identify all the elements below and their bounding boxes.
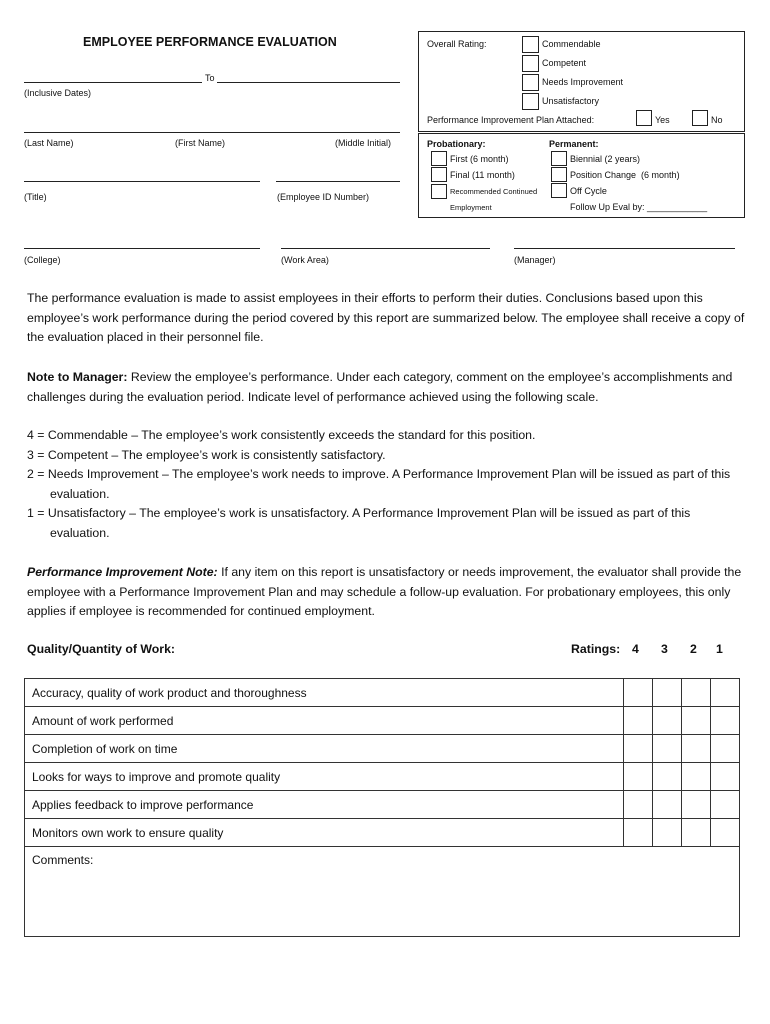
unsatisfactory-checkbox[interactable] (522, 93, 539, 110)
criterion-label: Completion of work on time (25, 735, 624, 763)
work-area-label: (Work Area) (281, 255, 329, 265)
table-row (25, 735, 740, 763)
table-row (25, 819, 740, 847)
probationary-final-checkbox[interactable] (431, 167, 447, 182)
biennial-label: Biennial (2 years) (570, 154, 641, 164)
last-name-label: (Last Name) (24, 138, 74, 148)
follow-up-eval-field[interactable]: Follow Up Eval by: ____________ (570, 202, 708, 212)
employee-id-field[interactable] (276, 181, 400, 182)
biennial-checkbox[interactable] (551, 151, 567, 166)
off-cycle-label: Off Cycle (570, 186, 607, 196)
rating-cell-2[interactable] (682, 763, 711, 791)
position-change-label: Position Change (6 month) (570, 170, 680, 180)
recommended-employment-label: Employment (450, 203, 492, 212)
end-date-field[interactable] (217, 82, 400, 83)
note-to-manager-text: Review the employee’s performance. Under each category, comment on the employee’s accomplishments and challenges during the evaluation period. Indicate level of performance achieved using the following scale. (27, 370, 733, 404)
pip-note-text: If any item on this report is unsatisfactory or needs improvement, the evaluator shall provide the employee with a Performance Improvement Plan and may schedule a follow-up evaluation. For probationary employees, this only applies if employee is recommended for continued employment. (27, 565, 742, 618)
scale-competent: 3 = Competent – The employee’s work is consistently satisfactory. (27, 447, 386, 462)
college-label: (College) (24, 255, 61, 265)
off-cycle-checkbox[interactable] (551, 183, 567, 198)
rating-header-2: 2 (690, 642, 697, 656)
rating-header-3: 3 (661, 642, 668, 656)
pip-no-label: No (711, 115, 723, 125)
title-label: (Title) (24, 192, 47, 202)
competent-checkbox[interactable] (522, 55, 539, 72)
rating-cell-2[interactable] (682, 735, 711, 763)
recommended-continued-label: Recommended Continued (450, 187, 538, 196)
rating-cell-3[interactable] (653, 763, 682, 791)
pip-no-checkbox[interactable] (692, 110, 708, 126)
comments-field[interactable] (25, 847, 740, 937)
college-field[interactable] (24, 248, 260, 249)
criterion-label: Accuracy, quality of work product and thoroughness (25, 679, 624, 707)
rating-cell-1[interactable] (711, 735, 740, 763)
rating-cell-2[interactable] (682, 791, 711, 819)
inclusive-dates-label: (Inclusive Dates) (24, 88, 92, 98)
rating-cell-1[interactable] (711, 791, 740, 819)
permanent-label: Permanent: (549, 139, 599, 149)
table-row (25, 763, 740, 791)
rating-cell-4[interactable] (624, 791, 653, 819)
rating-cell-2[interactable] (682, 819, 711, 847)
rating-cell-4[interactable] (624, 735, 653, 763)
rating-scale (27, 426, 747, 543)
note-to-manager-label: Note to Manager: (27, 370, 128, 384)
section-title: Quality/Quantity of Work: (27, 642, 176, 656)
table-row (25, 707, 740, 735)
quality-quantity-table (24, 678, 740, 937)
rating-cell-2[interactable] (682, 679, 711, 707)
rating-cell-4[interactable] (624, 707, 653, 735)
rating-cell-3[interactable] (653, 791, 682, 819)
ratings-label: Ratings: (571, 642, 621, 656)
unsatisfactory-label: Unsatisfactory (542, 96, 600, 106)
commendable-label: Commendable (542, 39, 601, 49)
manager-label: (Manager) (514, 255, 556, 265)
page-title: EMPLOYEE PERFORMANCE EVALUATION (83, 35, 337, 49)
first-name-label: (First Name) (175, 138, 225, 148)
title-field[interactable] (24, 181, 260, 182)
comments-label: Comments: (32, 853, 94, 867)
table-row (25, 791, 740, 819)
rating-cell-1[interactable] (711, 707, 740, 735)
scale-commendable: 4 = Commendable – The employee’s work consistently exceeds the standard for this position. (27, 428, 536, 442)
criterion-label: Amount of work performed (25, 707, 624, 735)
comments-row[interactable] (25, 847, 740, 937)
pip-attached-label: Performance Improvement Plan Attached: (427, 115, 595, 125)
middle-initial-label: (Middle Initial) (335, 138, 392, 148)
pip-note-label: Performance Improvement Note: (27, 565, 218, 579)
criterion-label: Looks for ways to improve and promote quality (25, 763, 624, 791)
pip-note-paragraph (27, 563, 747, 622)
name-field[interactable] (24, 132, 400, 133)
to-label: To (205, 73, 215, 83)
manager-field[interactable] (514, 248, 735, 249)
employee-id-label: (Employee ID Number) (277, 192, 370, 202)
start-date-field[interactable] (24, 82, 202, 83)
rating-cell-4[interactable] (624, 679, 653, 707)
intro-paragraph: The performance evaluation is made to assist employees in their efforts to perform their duties. Conclusions based upon this employee’s work performance during the period covered by this report are summarized below. The employee shall receive a copy of the evaluation placed in their personnel file. (27, 291, 745, 344)
rating-cell-2[interactable] (682, 707, 711, 735)
rating-cell-4[interactable] (624, 763, 653, 791)
needs-improvement-label: Needs Improvement (542, 77, 624, 87)
overall-rating-label: Overall Rating: (427, 39, 487, 49)
pip-yes-label: Yes (655, 115, 670, 125)
rating-cell-1[interactable] (711, 763, 740, 791)
needs-improvement-checkbox[interactable] (522, 74, 539, 91)
scale-needs-improvement: 2 = Needs Improvement – The employee’s work needs to improve. A Performance Improvement Plan will be issued as part of this evaluation. (27, 467, 731, 501)
criterion-label: Applies feedback to improve performance (25, 791, 624, 819)
position-change-checkbox[interactable] (551, 167, 567, 182)
commendable-checkbox[interactable] (522, 36, 539, 53)
recommended-continued-checkbox[interactable] (431, 184, 447, 199)
probationary-label: Probationary: (427, 139, 486, 149)
rating-cell-1[interactable] (711, 679, 740, 707)
probationary-final-label: Final (11 month) (450, 170, 515, 180)
rating-cell-3[interactable] (653, 679, 682, 707)
probationary-first-label: First (6 month) (450, 154, 509, 164)
rating-cell-4[interactable] (624, 819, 653, 847)
rating-cell-1[interactable] (711, 819, 740, 847)
rating-cell-3[interactable] (653, 707, 682, 735)
competent-label: Competent (542, 58, 587, 68)
rating-cell-3[interactable] (653, 735, 682, 763)
scale-unsatisfactory: 1 = Unsatisfactory – The employee’s work is unsatisfactory. A Performance Improvement Plan will be issued as part of this evaluation. (27, 506, 691, 540)
probationary-first-checkbox[interactable] (431, 151, 447, 166)
criterion-label: Monitors own work to ensure quality (25, 819, 624, 847)
rating-header-4: 4 (632, 642, 639, 656)
rating-header-1: 1 (716, 642, 723, 656)
pip-yes-checkbox[interactable] (636, 110, 652, 126)
table-row (25, 679, 740, 707)
work-area-field[interactable] (281, 248, 490, 249)
rating-cell-3[interactable] (653, 819, 682, 847)
note-to-manager-paragraph (27, 368, 747, 407)
